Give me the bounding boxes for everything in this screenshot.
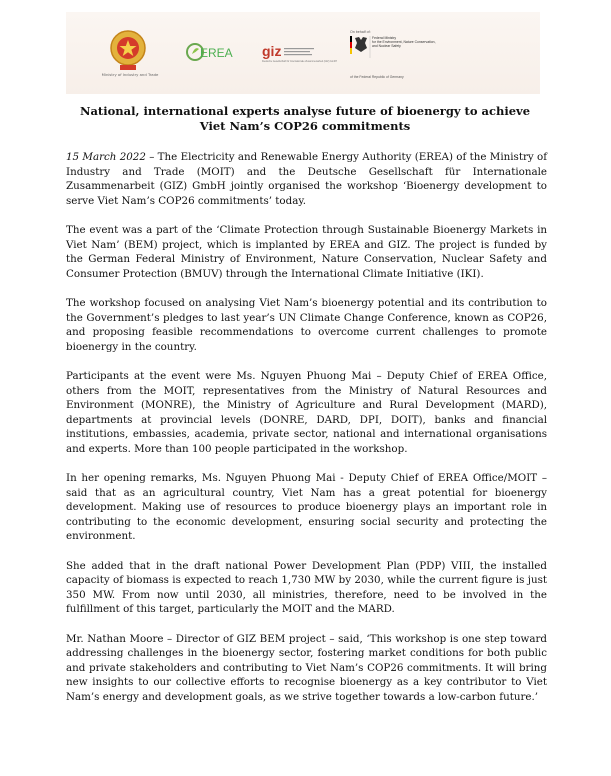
paragraph-1-text: – The Electricity and Renewable Energy Authority (EREA) of the Ministry of Industry and Trade (MOIT) and the Deutsche Gesellschaft für Internationale Zusammenarbeit (GIZ) GmbH jointly organised the workshop ‘Bioenergy development to serve Viet Nam’s COP26 commitments’ today. [66, 151, 548, 207]
erea-logo [186, 40, 238, 64]
article-title: National, international experts analyse future of bioenergy to achieve Viet Nam’s COP26 commitments [79, 104, 531, 133]
paragraph-1 [66, 150, 547, 208]
bmuv-line-2: for the Environment, Nature Conservation, [372, 40, 436, 44]
bmuv-logo [350, 28, 436, 82]
giz-logo-text: giz [262, 43, 282, 59]
giz-small-text: Deutsche Gesellschaft für Internationale Zusammenarbeit (GIZ) GmbH [262, 60, 337, 63]
erea-logo-text: EREA [200, 46, 233, 60]
paragraph-6: She added that in the draft national Power Development Plan (PDP) VIII, the installed capacity of biomass is expected to reach 1,730 MW by 2030, while the current figure is just 350 MW. From now until 2030, all ministries, therefore, need to be involved in the fulfillment of this target, particularly the MOIT and the MARD. [66, 559, 547, 616]
article-body [66, 150, 547, 719]
logo-header [66, 12, 540, 94]
paragraph-5: In her opening remarks, Ms. Nguyen Phuong Mai - Deputy Chief of EREA Office/MOIT – said that as an agricultural country, Viet Nam has a great potential for bioenergy development. Making use of resources to produce bioenergy plays an important role in contributing to the economic development, ensuring social security and protecting the environment. [66, 472, 547, 543]
article-date: 15 March 2022 [66, 151, 146, 163]
paragraph-7: Mr. Nathan Moore – Director of GIZ BEM project – said, ‘This workshop is one step toward addressing challenges in the bioenergy sector, fostering market conditions for both public and private stakeholders and contributing to Viet Nam’s COP26 commitments. It will bring new insights to our collective efforts to recognise bioenergy as a key contributor to Viet Nam’s energy and development goals, as we strive together towards a low-carbon future.’ [66, 632, 547, 703]
paragraph-3: The workshop focused on analysing Viet Nam’s bioenergy potential and its contribution to the Government’s pledges to last year’s UN Climate Change Conference, known as COP26, and proposing feasible recommendations to overcome current challenges to promote bioenergy in the country. [66, 296, 547, 353]
paragraph-2: The event was a part of the ‘Climate Protection through Sustainable Bioenergy Markets in Viet Nam’ (BEM) project, which is implanted by EREA and GIZ. The project is funded by the German Federal Ministry of Environment, Nature Conservation, Nuclear Safety and Consumer Protection (BMUV) through the International Climate Initiative (IKI). [66, 223, 547, 280]
moit-caption: Ministry of Industry and Trade [101, 72, 159, 77]
moit-emblem-icon [108, 28, 148, 72]
giz-logo [262, 42, 337, 64]
paragraph-4: Participants at the event were Ms. Nguyen Phuong Mai – Deputy Chief of EREA Office, others from the MOIT, representatives from the Ministry of Natural Resources and Environment (MONRE), the Ministry of Agriculture and Rural Development (MARD), departments at provincial levels (DONRE, DARD, DPI, DOIT), banks and financial institutions, embassies, academia, private sector, national and international organisations and experts. More than 100 people participated in the workshop. [66, 369, 547, 455]
bmuv-line-3: and Nuclear Safety [372, 44, 401, 48]
bmuv-bottom-text: of the Federal Republic of Germany [350, 75, 404, 79]
bmuv-on-behalf-text: On behalf of: [350, 30, 371, 34]
bmuv-line-1: Federal Ministry [372, 36, 397, 40]
